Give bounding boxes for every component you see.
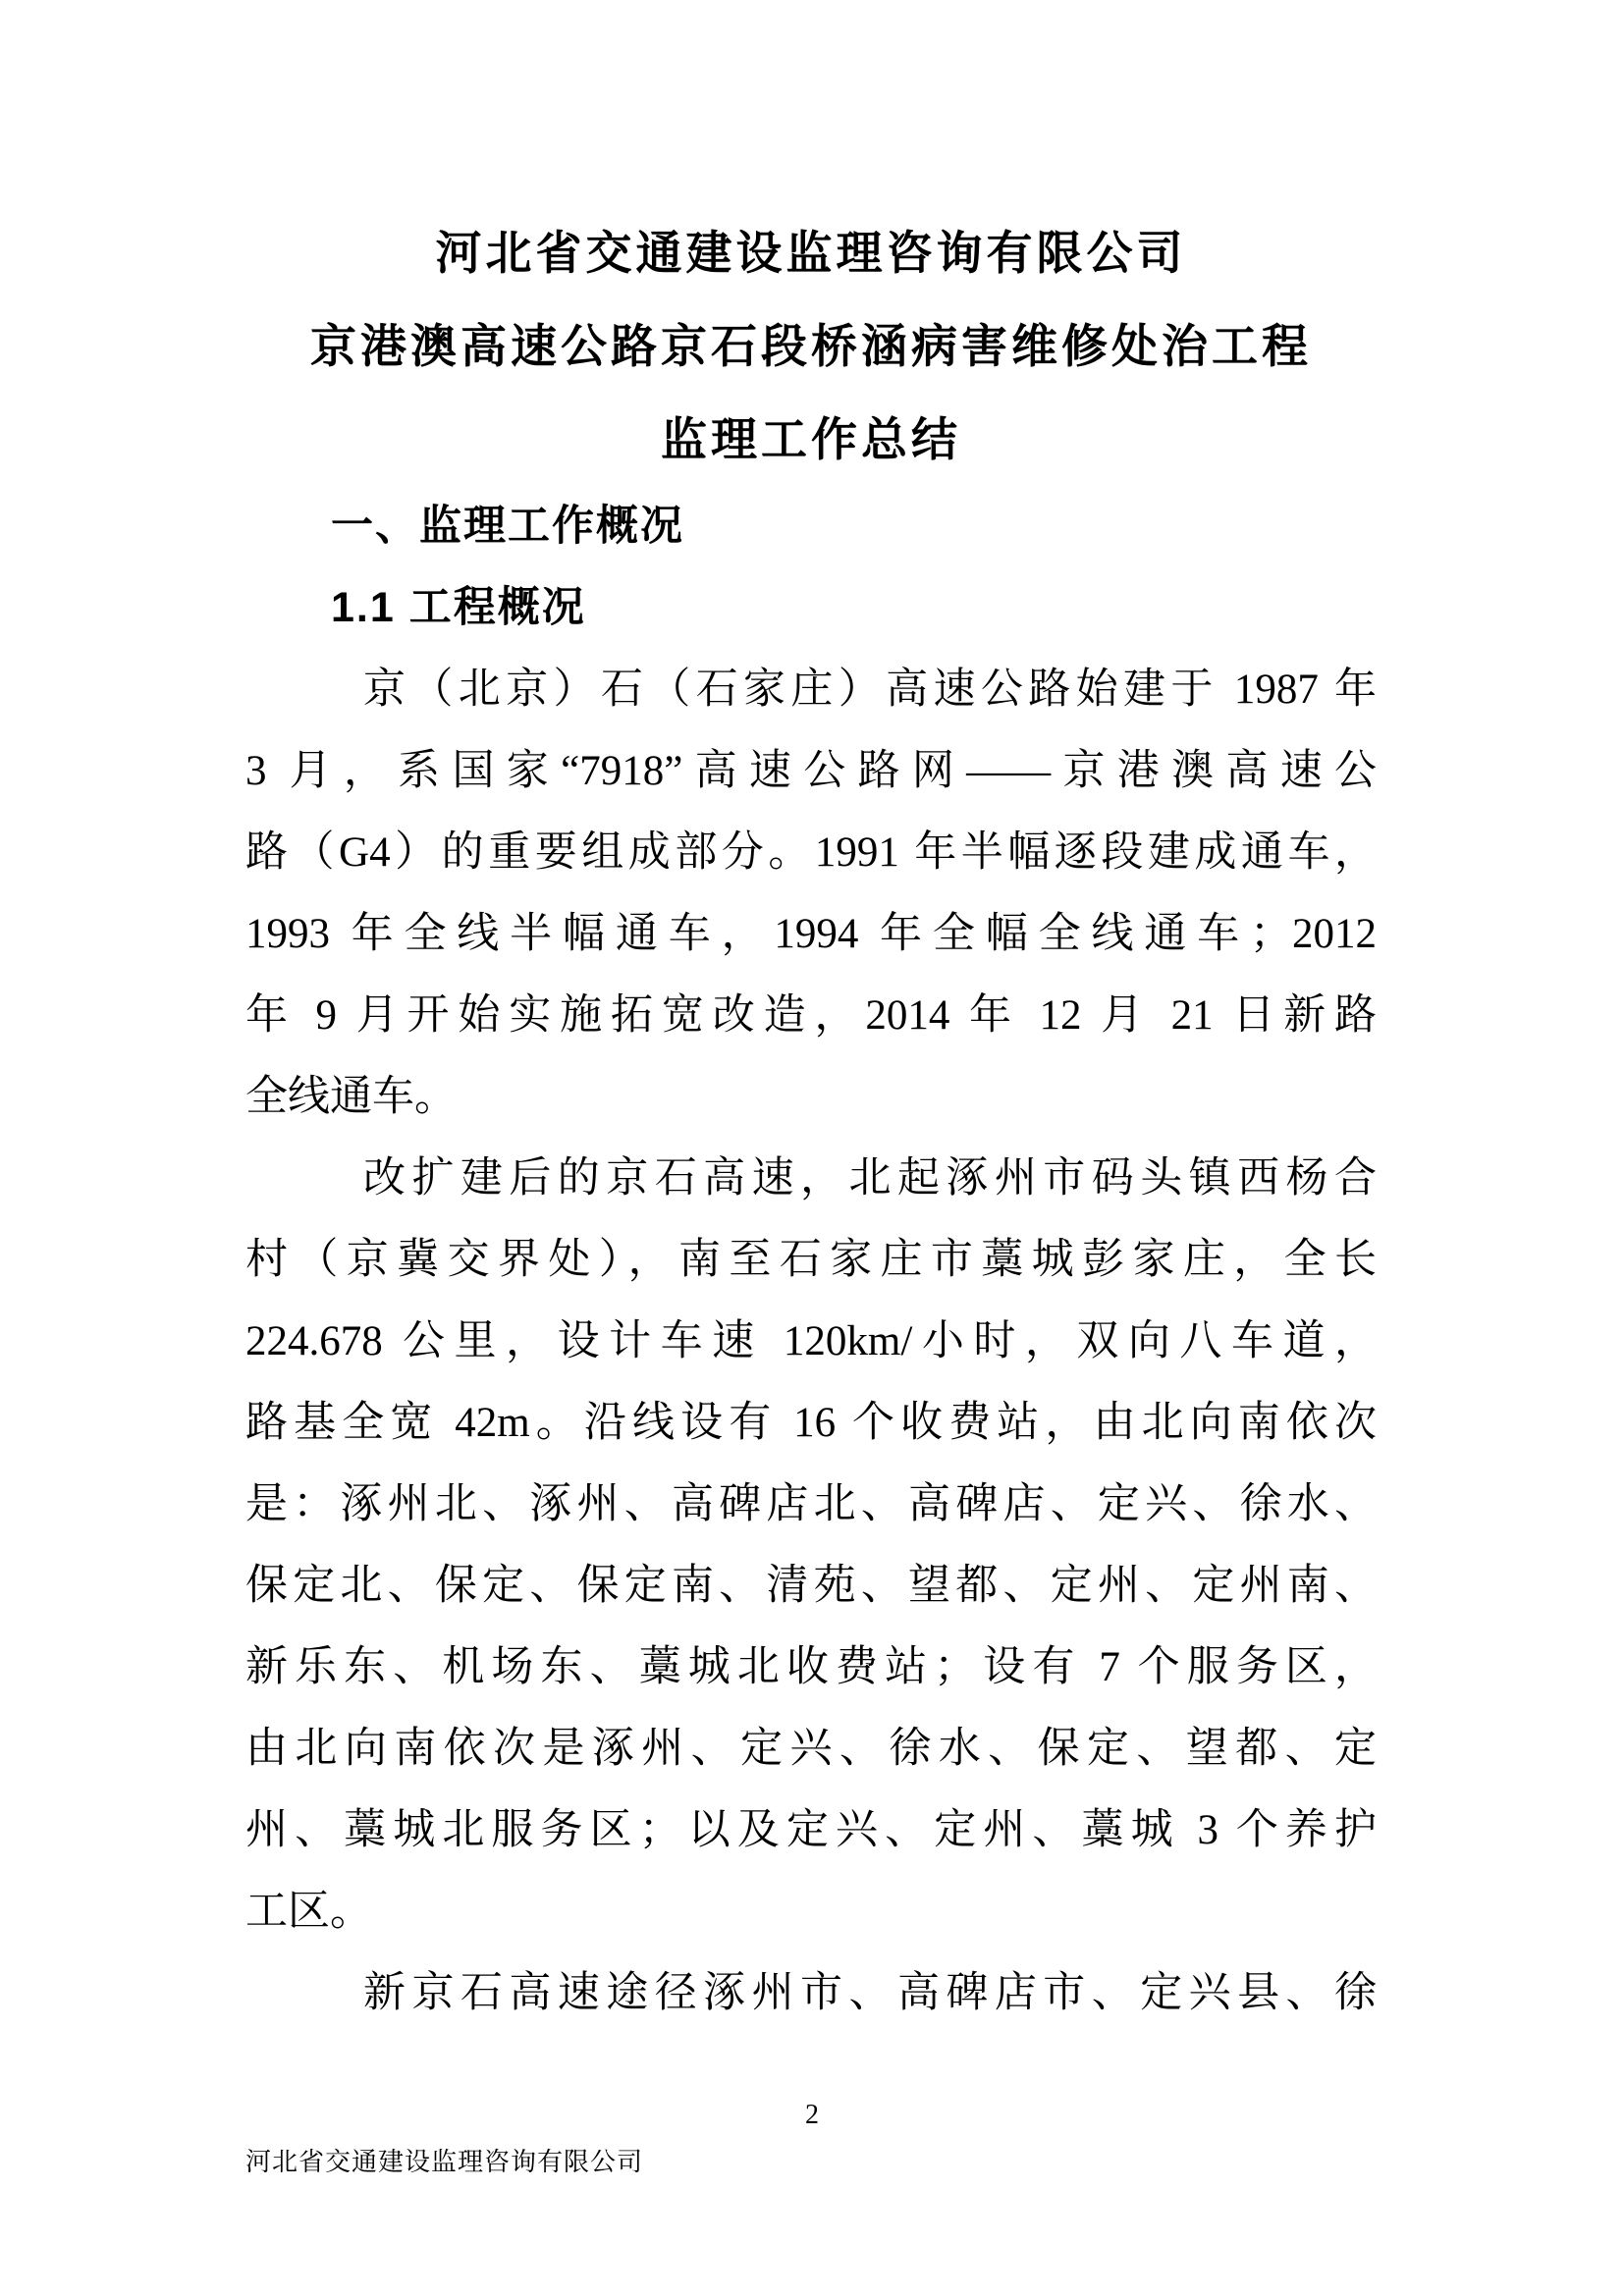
paragraph-3 bbox=[245, 1952, 1377, 2034]
footer-company-name: 河北省交通建设监理咨询有限公司 bbox=[245, 2148, 644, 2176]
document-content bbox=[245, 206, 1377, 2034]
body-line: 224.678 公里，设计车速 120km/小时，双向八车道， bbox=[245, 1318, 1377, 1364]
section-heading-1: 一、监理工作概况 bbox=[331, 503, 684, 550]
body-line: 州、藁城北服务区；以及定兴、定州、藁城 3 个养护 bbox=[245, 1807, 1377, 1853]
body-line: 新京石高速途径涿州市、高碑店市、定兴县、徐 bbox=[363, 1970, 1377, 2016]
subsection-heading-1-1: 1.1 工程概况 bbox=[331, 584, 586, 631]
footer-page-number: 2 bbox=[805, 2100, 819, 2130]
paragraph-1 bbox=[245, 649, 1377, 1138]
paragraph-2 bbox=[245, 1138, 1377, 1952]
body-line: 1993 年全线半幅通车，1994 年全幅全线通车；2012 bbox=[245, 911, 1377, 957]
body-line: 全线通车。 bbox=[245, 1074, 457, 1120]
body-line: 保定北、保定、保定南、清苑、望都、定州、定州南、 bbox=[245, 1563, 1377, 1609]
document-title-project: 京港澳高速公路京石段桥涵病害维修处治工程 bbox=[310, 320, 1312, 372]
document-title-company: 河北省交通建设监理咨询有限公司 bbox=[435, 227, 1187, 279]
body-line: 由北向南依次是涿州、定兴、徐水、保定、望都、定 bbox=[245, 1726, 1377, 1772]
body-line: 3 月，系国家“7918”高速公路网——京港澳高速公 bbox=[245, 748, 1377, 794]
document-title-summary: 监理工作总结 bbox=[661, 413, 961, 465]
body-line: 是：涿州北、涿州、高碑店北、高碑店、定兴、徐水、 bbox=[245, 1481, 1377, 1527]
body-line: 新乐东、机场东、藁城北收费站；设有 7 个服务区， bbox=[245, 1644, 1377, 1690]
body-line: 年 9 月开始实施拓宽改造，2014 年 12 月 21 日新路 bbox=[245, 992, 1377, 1039]
body-line: 改扩建后的京石高速，北起涿州市码头镇西杨合 bbox=[363, 1155, 1377, 1201]
body-line: 路基全宽 42m。沿线设有 16 个收费站，由北向南依次 bbox=[245, 1400, 1377, 1446]
body-line: 路（G4）的重要组成部分。1991 年半幅逐段建成通车， bbox=[245, 829, 1377, 876]
body-line: 京（北京）石（石家庄）高速公路始建于 1987 年 bbox=[363, 667, 1377, 713]
body-line: 村（京冀交界处），南至石家庄市藁城彭家庄，全长 bbox=[245, 1237, 1377, 1283]
body-line: 工区。 bbox=[245, 1889, 372, 1935]
